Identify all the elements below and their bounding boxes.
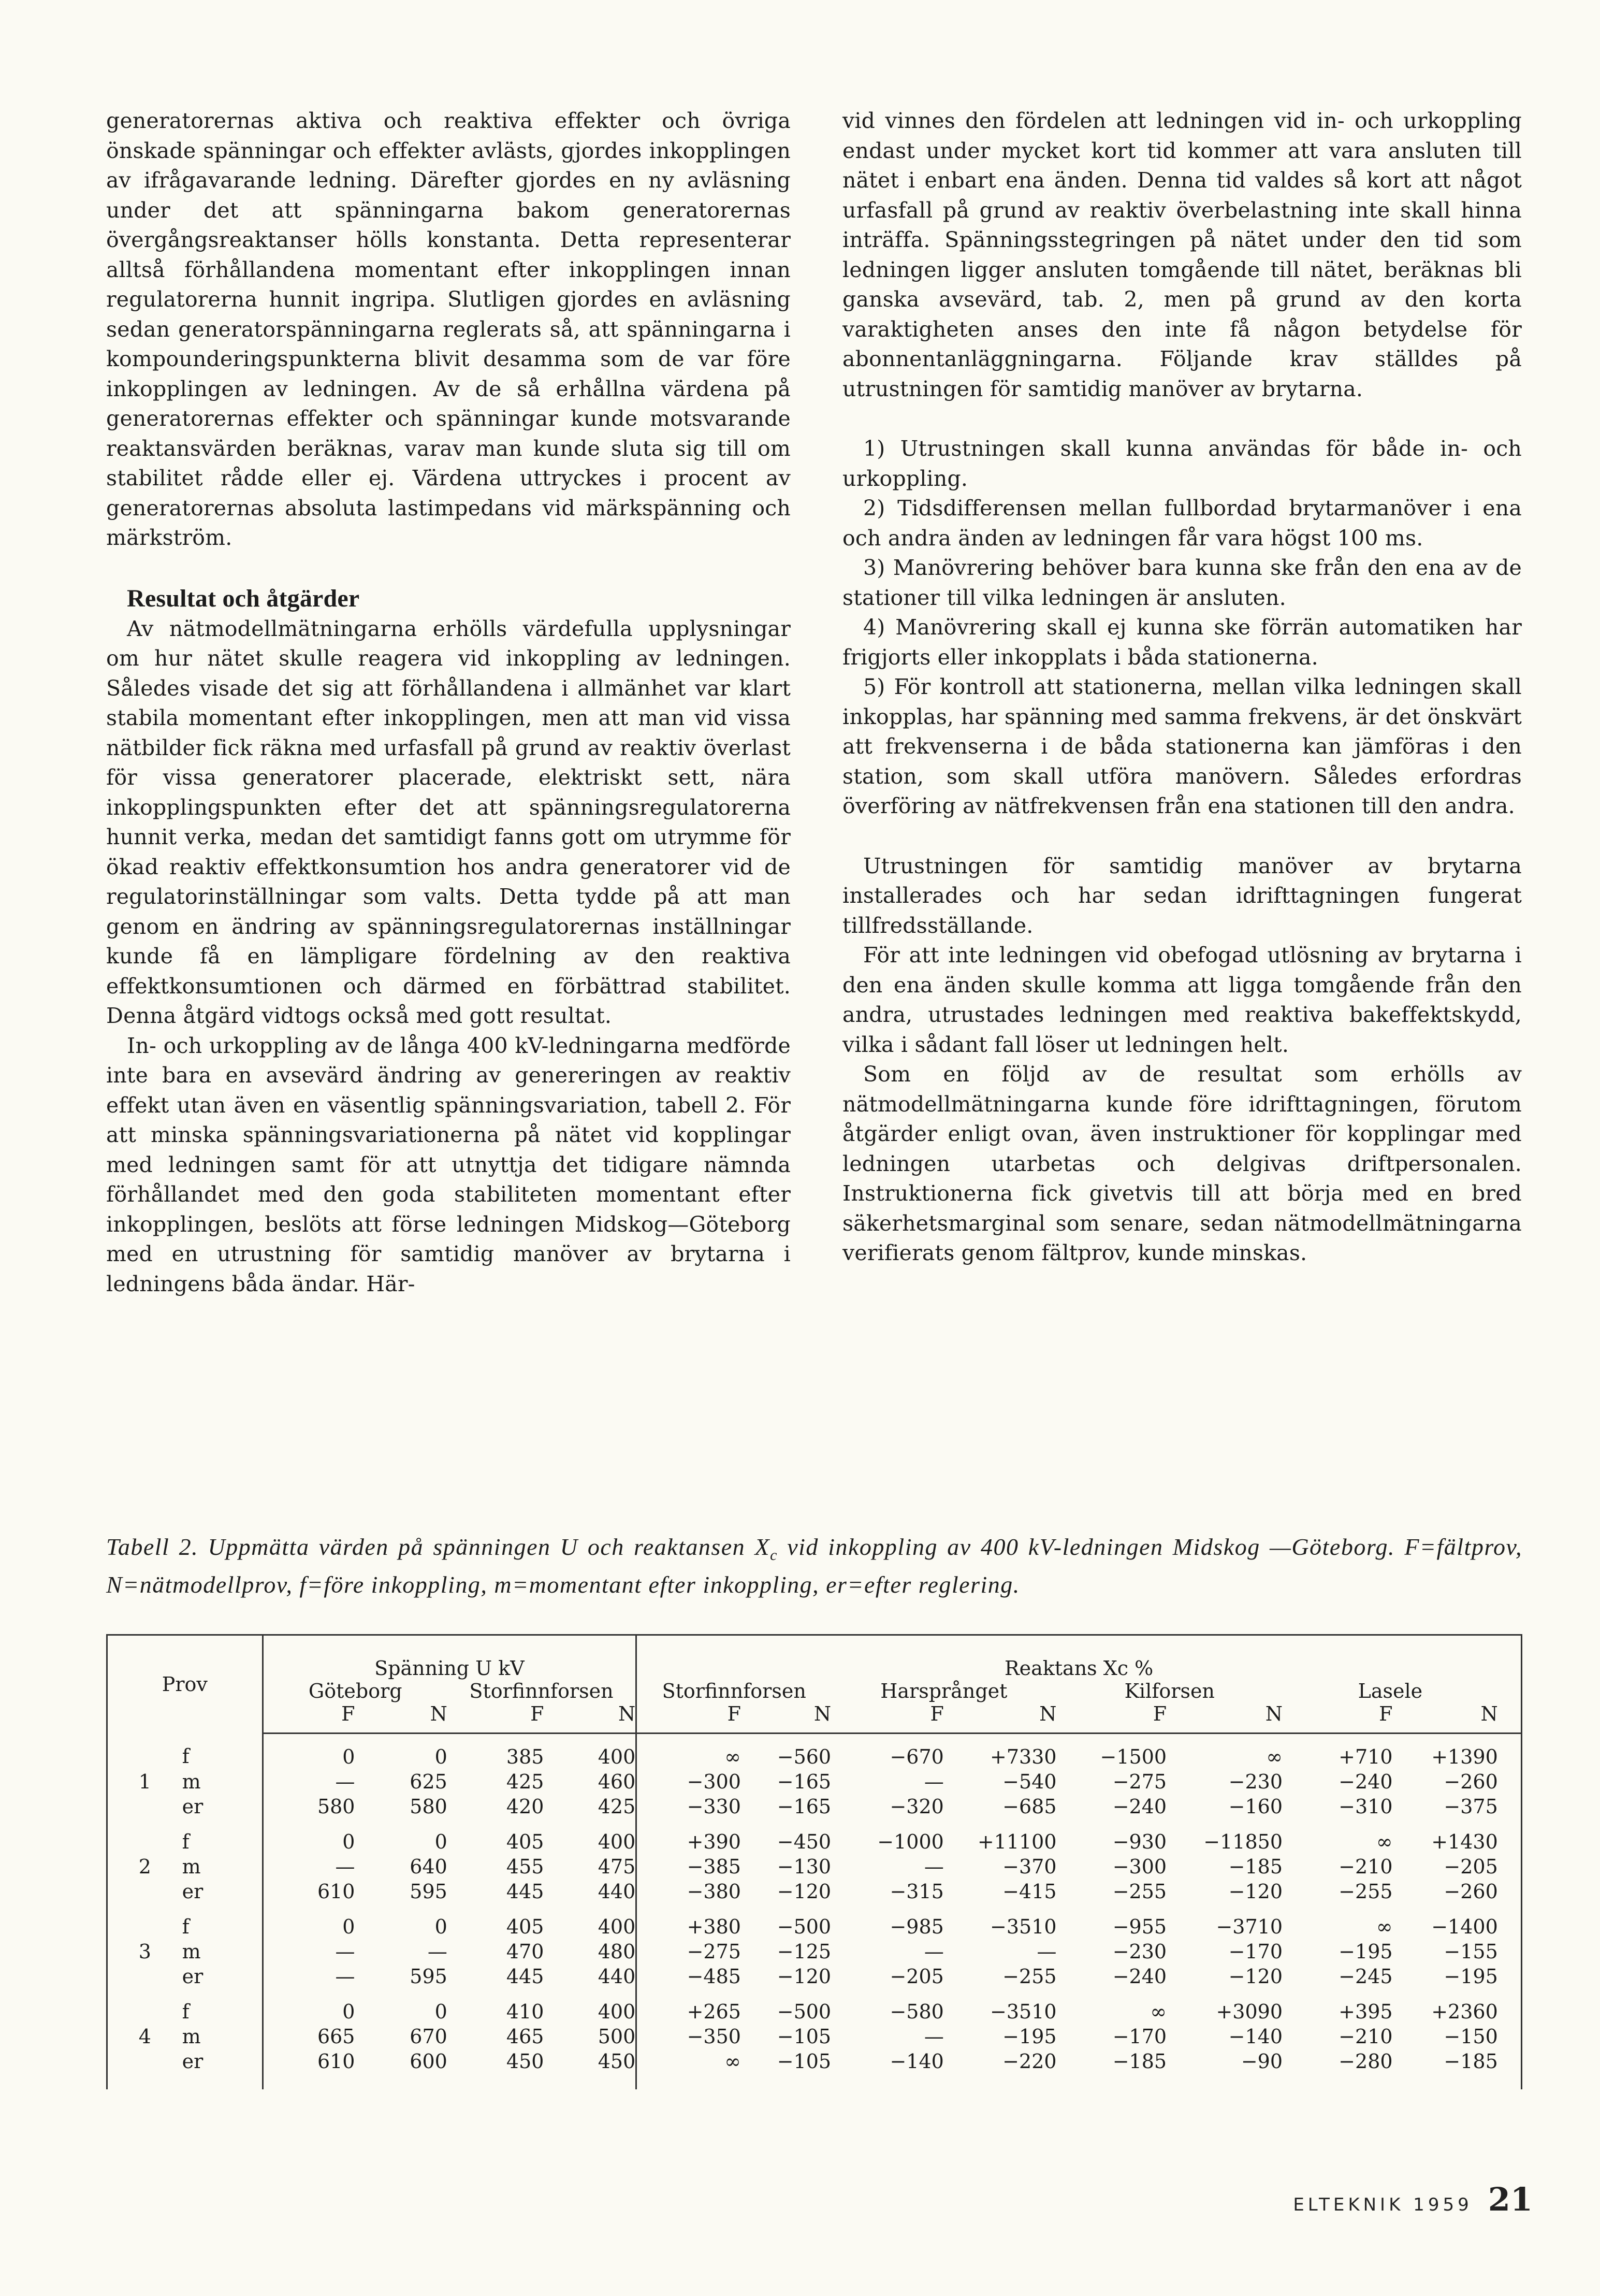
table-cell: 580 bbox=[410, 1795, 447, 1818]
table-cell: −300 bbox=[1112, 1855, 1167, 1878]
table-cell: 420 bbox=[506, 1795, 544, 1818]
table-cell: −120 bbox=[777, 1880, 832, 1903]
table-cell: −260 bbox=[1444, 1770, 1498, 1793]
page-number: 21 bbox=[1488, 2181, 1533, 2218]
table-cell: −140 bbox=[1228, 2025, 1283, 2048]
table-cell: 580 bbox=[263, 1794, 355, 1819]
table-cell: +2360 bbox=[1431, 2000, 1498, 2023]
table-cell: −380 bbox=[636, 1879, 741, 1904]
prov-number bbox=[107, 1819, 182, 1854]
prov-number bbox=[107, 1879, 182, 1904]
table-row bbox=[107, 1989, 1522, 2024]
page-footer bbox=[1243, 2181, 1533, 2218]
table-cell: +11100 bbox=[977, 1830, 1057, 1853]
table-cell: −210 bbox=[1339, 1855, 1393, 1878]
table-cell: 0 bbox=[434, 1915, 447, 1938]
right-paragraph-4: Som en följd av de resultat som erhölls av nätmodellmätningarna kunde före idrifttagningen, förutom åtgärder enligt ovan, även instruktioner för kopplingar med ledningen utarbetas och delgivas driftpersonalen. Instruktionerna fick givetvis till att börja med en bred säkerhetsmarginal som senare, sedan nätmodellmätningarna verifierats genom fältprov, kunde minskas. bbox=[842, 1062, 1522, 1265]
table-cell: −315 bbox=[890, 1880, 944, 1903]
table-cell: 600 bbox=[410, 2050, 447, 2073]
table-cell: 425 bbox=[598, 1795, 636, 1818]
table-cell: — bbox=[924, 1855, 944, 1878]
table-cell: 385 bbox=[506, 1745, 544, 1768]
right-paragraph-1: vid vinnes den fördelen att ledningen vid in- och urkoppling endast under mycket kort tid kommer att vara ansluten till nätet i enbart ena änden. Denna tid valdes så kort att något urfasfall på grund av reaktiv överbelastning inte skall hinna inträffa. Spänningsstegringen på nätet under den tid som ledningen ligger ansluten tomgående till nätet, beräknas bli ganska avsevärd, tab. 2, men på grund av den korta varaktigheten anses den inte få någon betydelse för abonnentanläggningarna. Följande krav ställdes på utrustningen för samtidig manöver av brytarna. bbox=[842, 108, 1522, 401]
table-cell: −105 bbox=[777, 2050, 832, 2073]
prov-number: 3 bbox=[107, 1939, 182, 1964]
col-n: N bbox=[741, 1702, 831, 1734]
table-cell: −195 bbox=[1002, 2025, 1057, 2048]
table-cell: ∞ bbox=[1376, 1915, 1393, 1938]
table-cell: — bbox=[427, 1940, 447, 1963]
requirement-item: 5) För kontroll att stationerna, mellan vilka ledningen skall inkopplas, har spänning med samma frekvens, är det önskvärt att frekvenserna i de båda stationerna kan jämföras i den station, som skall utföra manövern. Således erfordras överföring av nätfrekvensen från ena stationen till den andra. bbox=[842, 674, 1522, 818]
table-cell: 0 bbox=[263, 1989, 355, 2024]
table-cell: — bbox=[1037, 1940, 1057, 1963]
table-cell: 410 bbox=[506, 2000, 544, 2023]
col-n: N bbox=[1393, 1702, 1498, 1734]
table-cell: −255 bbox=[1002, 1965, 1057, 1988]
requirement-item: 1) Utrustningen skall kunna användas för både in- och urkoppling. bbox=[842, 436, 1522, 491]
prov-header: Prov bbox=[107, 1635, 263, 1734]
state-label: f bbox=[182, 2000, 190, 2023]
state-label: er bbox=[182, 1880, 203, 1903]
table-cell: −3510 bbox=[990, 1915, 1057, 1938]
prov-number bbox=[107, 1794, 182, 1819]
voltage-group-header: Spänning U kV bbox=[263, 1635, 636, 1680]
table-cell: 445 bbox=[506, 1965, 544, 1988]
table-cell: −90 bbox=[1241, 2050, 1283, 2073]
col-f: F bbox=[831, 1702, 944, 1734]
table-cell: 400 bbox=[598, 1915, 636, 1938]
requirement-item: 2) Tidsdifferensen mellan fullbordad brytarmanöver i ena och andra änden av ledningen får vara högst 100 ms. bbox=[842, 496, 1522, 551]
table-cell: −240 bbox=[1112, 1965, 1167, 1988]
requirements-list bbox=[842, 434, 1522, 821]
table-cell: 640 bbox=[410, 1855, 447, 1878]
table-cell: −320 bbox=[890, 1795, 944, 1818]
table-cell: 465 bbox=[506, 2025, 544, 2048]
table-cell: −330 bbox=[636, 1794, 741, 1819]
right-paragraph-2: Utrustningen för samtidig manöver av brytarna installerades och har sedan idrifttagningen fungerat tillfredsställande. bbox=[842, 853, 1522, 938]
state-label: f bbox=[182, 1915, 190, 1938]
table-cell: −280 bbox=[1339, 2050, 1393, 2073]
table-cell: −170 bbox=[1112, 2025, 1167, 2048]
table-cell: 400 bbox=[598, 1745, 636, 1768]
table-cell: 450 bbox=[506, 2050, 544, 2073]
table-cell: — bbox=[924, 2025, 944, 2048]
prov-number bbox=[107, 1964, 182, 1989]
table-cell: 455 bbox=[506, 1855, 544, 1878]
table-cell: 610 bbox=[263, 1879, 355, 1904]
table-cell: 0 bbox=[434, 2000, 447, 2023]
table-cell: −240 bbox=[1339, 1770, 1393, 1793]
table-cell: −370 bbox=[1002, 1855, 1057, 1878]
table-cell: +380 bbox=[636, 1904, 741, 1939]
table-cell: −485 bbox=[636, 1964, 741, 1989]
col-f: F bbox=[1283, 1702, 1393, 1734]
left-paragraph-2: Av nätmodellmätningarna erhölls värdefulla upplysningar om hur nätet skulle reagera vid inkoppling av ledningen. Således visade det sig att förhållandena i allmänhet var klart stabila momentant efter inkopplingen, men att man vid vissa nätbilder fick räkna med urfasfall på grund av reaktiv överlast för vissa generatorer placerade, elektriskt sett, nära inkopplingspunkten efter det att spänningsregulatorerna hunnit verka, medan det samtidigt fanns gott om utrymme för ökad reaktiv effektkonsumtion hos andra generatorer vid de regulatorinställningar som valts. Detta tydde på att man genom en ändring av spänningsregulatorernas inställningar kunde få en lämpligare fördelning av den reaktiva effektkonsumtionen och därmed en förbättrad stabilitet. Denna åtgärd vidtogs också med gott resultat. bbox=[106, 616, 791, 1028]
col-f: F bbox=[636, 1702, 741, 1734]
table-row bbox=[107, 1819, 1522, 1854]
table-cell: −670 bbox=[890, 1745, 944, 1768]
table-cell: −210 bbox=[1339, 2025, 1393, 2048]
table-cell: −150 bbox=[1444, 2025, 1498, 2048]
requirement-item: 4) Manövrering skall ej kunna ske förrän automatiken har frigjorts eller inkopplats i båda stationerna. bbox=[842, 615, 1522, 670]
table-cell: −120 bbox=[1228, 1965, 1283, 1988]
prov-number: 4 bbox=[107, 2024, 182, 2049]
section-heading: Resultat och åtgärder bbox=[127, 584, 360, 612]
state-label: f bbox=[182, 1830, 190, 1853]
col-n: N bbox=[355, 1702, 447, 1734]
table-cell: −1500 bbox=[1100, 1745, 1167, 1768]
prov-number bbox=[107, 2049, 182, 2074]
measurement-table bbox=[106, 1634, 1522, 2089]
table-cell: −580 bbox=[890, 2000, 944, 2023]
table-cell: −260 bbox=[1444, 1880, 1498, 1903]
table-cell: ∞ bbox=[1150, 2000, 1167, 2023]
table-cell: −540 bbox=[1002, 1770, 1057, 1793]
table-cell: −500 bbox=[777, 1915, 832, 1938]
table-cell: 450 bbox=[598, 2050, 636, 2073]
table-cell: 500 bbox=[598, 2025, 636, 2048]
table-row bbox=[107, 1964, 1522, 1989]
table-cell: +1430 bbox=[1431, 1830, 1498, 1853]
station-header: Storfinnforsen bbox=[469, 1680, 614, 1702]
table-cell: −1400 bbox=[1431, 1915, 1498, 1938]
prov-number bbox=[107, 1904, 182, 1939]
col-n: N bbox=[544, 1702, 636, 1734]
table-cell: −310 bbox=[1339, 1795, 1393, 1818]
table-cell: −3710 bbox=[1216, 1915, 1283, 1938]
table-cell: 400 bbox=[598, 1830, 636, 1853]
table-cell: −160 bbox=[1228, 1795, 1283, 1818]
table-cell: +710 bbox=[1339, 1745, 1393, 1768]
table-cell: −955 bbox=[1112, 1915, 1167, 1938]
table-cell: 405 bbox=[506, 1830, 544, 1853]
table-cell: −230 bbox=[1228, 1770, 1283, 1793]
table-cell: — bbox=[263, 1769, 355, 1794]
table-cell: +3090 bbox=[1216, 2000, 1283, 2023]
prov-number: 1 bbox=[107, 1769, 182, 1794]
col-n: N bbox=[1167, 1702, 1283, 1734]
table-cell: −125 bbox=[777, 1940, 832, 1963]
table-cell: 595 bbox=[410, 1880, 447, 1903]
table-cell: −120 bbox=[777, 1965, 832, 1988]
table-cell: +395 bbox=[1339, 2000, 1393, 2023]
table-cell: −195 bbox=[1444, 1965, 1498, 1988]
table-cell: −685 bbox=[1002, 1795, 1057, 1818]
table-cell: −105 bbox=[777, 2025, 832, 2048]
table-cell: −155 bbox=[1444, 1940, 1498, 1963]
table-row bbox=[107, 2049, 1522, 2074]
table-cell: −165 bbox=[777, 1770, 832, 1793]
table-cell: −11850 bbox=[1203, 1830, 1283, 1853]
table-cell: 440 bbox=[598, 1965, 636, 1988]
table-cell: −255 bbox=[1112, 1880, 1167, 1903]
state-label: m bbox=[182, 1855, 201, 1878]
requirement-item: 3) Manövrering behöver bara kunna ske från den ena av de stationer till vilka ledningen är ansluten. bbox=[842, 555, 1522, 610]
table-cell: 405 bbox=[506, 1915, 544, 1938]
station-header: Lasele bbox=[1358, 1680, 1423, 1702]
table-cell: — bbox=[263, 1854, 355, 1879]
table-cell: −170 bbox=[1228, 1940, 1283, 1963]
left-paragraph-3: In- och urkoppling av de långa 400 kV-ledningarna medförde inte bara en avsevärd ändring av genereringen av reaktiv effekt utan även en väsentlig spänningsvariation, tabell 2. För att minska spänningsvariationerna på nätet vid kopplingar med ledningen samt för att utnyttja det tidigare nämnda förhållandet med den goda stabiliteten momentant efter inkopplingen, beslöts att förse ledningen Midskog—Göteborg med en utrustning för samtidig manöver av brytarna i ledningens båda ändar. Här- bbox=[106, 1033, 791, 1296]
table-cell: — bbox=[924, 1770, 944, 1793]
table-cell: +7330 bbox=[990, 1745, 1057, 1768]
col-n: N bbox=[944, 1702, 1057, 1734]
table-row bbox=[107, 1854, 1522, 1879]
table-row bbox=[107, 1734, 1522, 1770]
table-cell: +265 bbox=[636, 1989, 741, 2024]
table-cell: −205 bbox=[1444, 1855, 1498, 1878]
reactance-group-header: Reaktans Xc % bbox=[636, 1635, 1522, 1680]
table-caption: Tabell 2. Uppmätta värden på spänningen U och reaktansen $X_c$ vid inkoppling av 400 kV-ledningen Midskog —Göteborg. F=fältprov, N=nätmodellprov, f=före inkoppling, m=momentant efter inkoppling, er=efter reglering. bbox=[106, 1534, 1523, 1598]
table-cell: 625 bbox=[410, 1770, 447, 1793]
col-f: F bbox=[1057, 1702, 1167, 1734]
table-cell: −985 bbox=[890, 1915, 944, 1938]
table-cell: −3510 bbox=[990, 2000, 1057, 2023]
table-cell: −930 bbox=[1112, 1830, 1167, 1853]
table-cell: −255 bbox=[1339, 1880, 1393, 1903]
table-cell: ∞ bbox=[1266, 1745, 1283, 1768]
right-paragraph-3: För att inte ledningen vid obefogad utlösning av brytarna i den ena änden skulle komma att ligga tomgående från den andra, utrustades ledningen med reaktiva bakeffektskydd, vilka i sådant fall löser ut ledningen helt. bbox=[842, 943, 1522, 1057]
table-cell: — bbox=[924, 1940, 944, 1963]
state-label: m bbox=[182, 1770, 201, 1793]
col-f: F bbox=[447, 1702, 544, 1734]
table-cell: 445 bbox=[506, 1880, 544, 1903]
table-cell: 425 bbox=[506, 1770, 544, 1793]
table-cell: 460 bbox=[598, 1770, 636, 1793]
state-label: f bbox=[182, 1745, 190, 1768]
table-cell: −130 bbox=[777, 1855, 832, 1878]
state-label: er bbox=[182, 1795, 203, 1818]
station-header: Storfinnforsen bbox=[636, 1680, 831, 1702]
table-cell: −500 bbox=[777, 2000, 832, 2023]
table-cell: — bbox=[263, 1939, 355, 1964]
table-cell: ∞ bbox=[1376, 1830, 1393, 1853]
state-label: m bbox=[182, 1940, 201, 1963]
station-header: Göteborg bbox=[263, 1680, 447, 1702]
table-cell: ∞ bbox=[636, 2049, 741, 2074]
table-cell: −275 bbox=[636, 1939, 741, 1964]
table-cell: 670 bbox=[410, 2025, 447, 2048]
table-cell: 480 bbox=[598, 1940, 636, 1963]
table-cell: −300 bbox=[636, 1769, 741, 1794]
table-cell: 610 bbox=[263, 2049, 355, 2074]
table-row bbox=[107, 1904, 1522, 1939]
table-cell: −185 bbox=[1228, 1855, 1283, 1878]
table-cell: −185 bbox=[1112, 2050, 1167, 2073]
table-cell: 0 bbox=[263, 1819, 355, 1854]
table-cell: −120 bbox=[1228, 1880, 1283, 1903]
table-cell: 0 bbox=[263, 1734, 355, 1770]
state-label: m bbox=[182, 2025, 201, 2048]
state-label: er bbox=[182, 2050, 203, 2073]
prov-number bbox=[107, 1734, 182, 1770]
table-body bbox=[107, 1734, 1522, 2090]
table-cell: 665 bbox=[263, 2024, 355, 2049]
state-label: er bbox=[182, 1965, 203, 1988]
table-cell: −385 bbox=[636, 1854, 741, 1879]
table-cell: 595 bbox=[410, 1965, 447, 1988]
table-cell: −245 bbox=[1339, 1965, 1393, 1988]
table-row bbox=[107, 1794, 1522, 1819]
station-header: Kilforsen bbox=[1124, 1680, 1215, 1702]
table-cell: 400 bbox=[598, 2000, 636, 2023]
left-paragraph-1: generatorernas aktiva och reaktiva effekter och övriga önskade spänningar och effekter avlästs, gjordes inkopplingen av ifrågavarande ledning. Därefter gjordes en ny avläsning under det att spänningarna bakom generatorernas övergångsreaktanser hölls konstanta. Detta representerar alltså förhållandena momentant efter inkopplingen innan regulatorerna hunnit ingripa. Slutligen gjordes en avläsning sedan generatorspänningarna reglerats så, att spänningarna i kompounderingspunkterna blivit desamma som de var före inkopplingen av ledningen. Av de så erhållna värdena på generatorernas effekter och spänningar kunde motsvarande reaktansvärden beräknas, varav man kunde sluta sig till om stabilitet rådde eller ej. Värdena uttryckes i procent av generatorernas absoluta lastimpedans vid märkspänning och märkström. bbox=[106, 108, 791, 550]
table-cell: 470 bbox=[506, 1940, 544, 1963]
table-cell: −195 bbox=[1339, 1940, 1393, 1963]
table-cell: −560 bbox=[777, 1745, 832, 1768]
prov-number bbox=[107, 1989, 182, 2024]
magazine-name: ELTEKNIK 1959 bbox=[1293, 2194, 1473, 2215]
left-column bbox=[106, 106, 791, 1299]
table-cell: −230 bbox=[1112, 1940, 1167, 1963]
table-cell: −1000 bbox=[877, 1830, 944, 1853]
right-column bbox=[842, 106, 1522, 1268]
table-cell: −165 bbox=[777, 1795, 832, 1818]
table-cell: 0 bbox=[434, 1830, 447, 1853]
table-row bbox=[107, 1769, 1522, 1794]
table-cell: −205 bbox=[890, 1965, 944, 1988]
table-cell: +390 bbox=[636, 1819, 741, 1854]
table-cell: −275 bbox=[1112, 1770, 1167, 1793]
table-cell: −140 bbox=[890, 2050, 944, 2073]
station-header: Harsprånget bbox=[880, 1680, 1008, 1702]
table-cell: −450 bbox=[777, 1830, 832, 1853]
table-cell: 475 bbox=[598, 1855, 636, 1878]
table-cell: 0 bbox=[263, 1904, 355, 1939]
table-cell: ∞ bbox=[636, 1734, 741, 1770]
table-row bbox=[107, 1879, 1522, 1904]
table-cell: −240 bbox=[1112, 1795, 1167, 1818]
data-table-container bbox=[106, 1634, 1522, 2089]
table-cell: −350 bbox=[636, 2024, 741, 2049]
table-cell: — bbox=[263, 1964, 355, 1989]
col-f: F bbox=[263, 1702, 355, 1734]
table-cell: 440 bbox=[598, 1880, 636, 1903]
table-cell: −415 bbox=[1002, 1880, 1057, 1903]
table-row bbox=[107, 1939, 1522, 1964]
table-cell: −220 bbox=[1002, 2050, 1057, 2073]
table-cell: 0 bbox=[434, 1745, 447, 1768]
table-cell: +1390 bbox=[1431, 1745, 1498, 1768]
prov-number: 2 bbox=[107, 1854, 182, 1879]
table-row bbox=[107, 2024, 1522, 2049]
table-cell: −375 bbox=[1444, 1795, 1498, 1818]
table-cell: −185 bbox=[1444, 2050, 1498, 2073]
